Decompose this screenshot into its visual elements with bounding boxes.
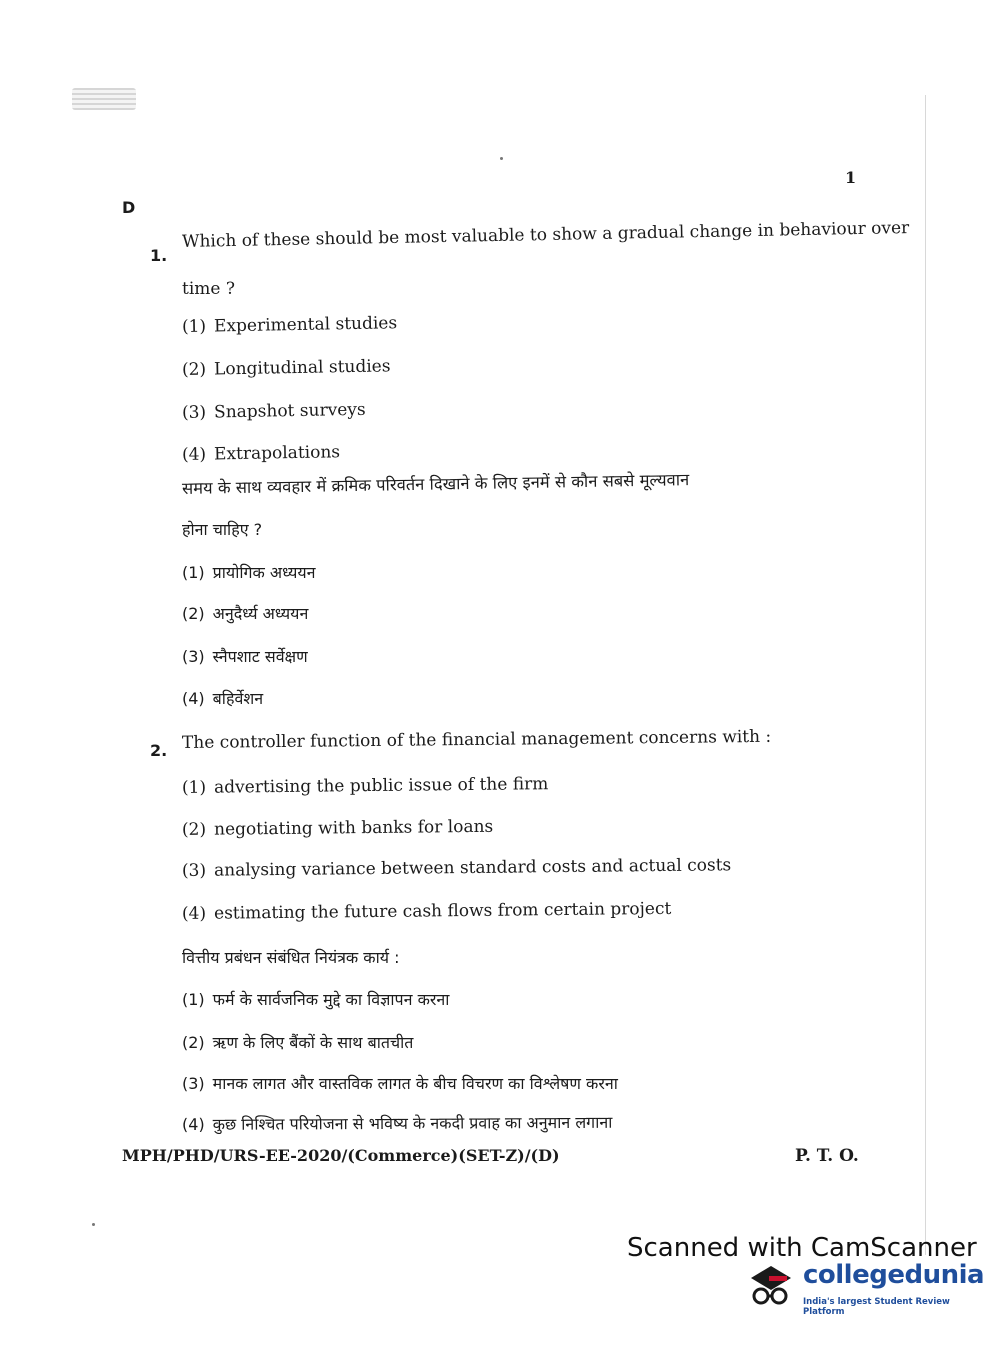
brand-name: collegedunia (803, 1260, 985, 1290)
answer-option: (1) Experimental studies (181, 313, 398, 337)
answer-option-hindi: (2) ऋण के लिए बैंकों के साथ बातचीत (182, 1033, 414, 1052)
answer-option: (4) Extrapolations (181, 442, 341, 465)
question-text: The controller function of the financial management concerns with : (181, 726, 772, 753)
answer-option-hindi: (4) कुछ निश्चित परियोजना से भविष्य के नकदी प्रवाह का अनुमान लगाना (181, 1112, 613, 1134)
question-text-continued: time ? (182, 279, 235, 299)
answer-option: (3) analysing variance between standard costs and actual costs (181, 855, 732, 881)
question-text-hindi: वित्तीय प्रबंधन संबंधित नियंत्रक कार्य : (182, 948, 400, 967)
answer-option: (4) estimating the future cash flows from certain project (181, 898, 672, 924)
brand-tagline: India's largest Student Review Platform (803, 1297, 950, 1317)
camscanner-watermark: Scanned with CamScanner (627, 1233, 977, 1263)
answer-option-hindi: (4) बहिर्वेशन (182, 689, 264, 708)
collegedunia-logo (745, 1258, 985, 1318)
page-number: 1 (845, 168, 857, 187)
answer-option: (1) advertising the public issue of the firm (181, 774, 549, 798)
answer-option: (2) Longitudinal studies (181, 356, 391, 380)
question-number: 2. (150, 741, 168, 760)
set-letter: D (122, 198, 136, 217)
paper-code: MPH/PHD/URS-EE-2020/(Commerce)(SET-Z)/(D) (122, 1146, 560, 1165)
answer-option: (2) negotiating with banks for loans (181, 816, 494, 840)
scan-edge-line (925, 95, 926, 1255)
answer-option-hindi: (1) फर्म के सार्वजनिक मुद्दे का विज्ञापन करना (182, 990, 450, 1009)
answer-option-hindi: (1) प्रायोगिक अध्ययन (182, 563, 316, 582)
answer-option-hindi: (3) स्नैपशाट सर्वेक्षण (182, 647, 308, 666)
answer-option-hindi: (2) अनुदैर्ध्य अध्ययन (182, 604, 309, 623)
scan-speck (500, 157, 503, 160)
question-text-hindi-continued: होना चाहिए ? (182, 520, 263, 539)
pto-label: P. T. O. (795, 1146, 859, 1166)
mascot-icon (745, 1260, 797, 1312)
scan-speck (92, 1223, 95, 1226)
answer-option: (3) Snapshot surveys (181, 399, 366, 423)
question-number: 1. (150, 246, 168, 265)
question-text: Which of these should be most valuable to show a gradual change in behaviour over (181, 218, 910, 252)
scan-stamp-mark (72, 88, 136, 110)
answer-option-hindi: (3) मानक लागत और वास्तविक लागत के बीच विचरण का विश्लेषण करना (182, 1074, 618, 1093)
question-text-hindi: समय के साथ व्यवहार में क्रमिक परिवर्तन दिखाने के लिए इनमें से कौन सबसे मूल्यवान (181, 470, 690, 498)
